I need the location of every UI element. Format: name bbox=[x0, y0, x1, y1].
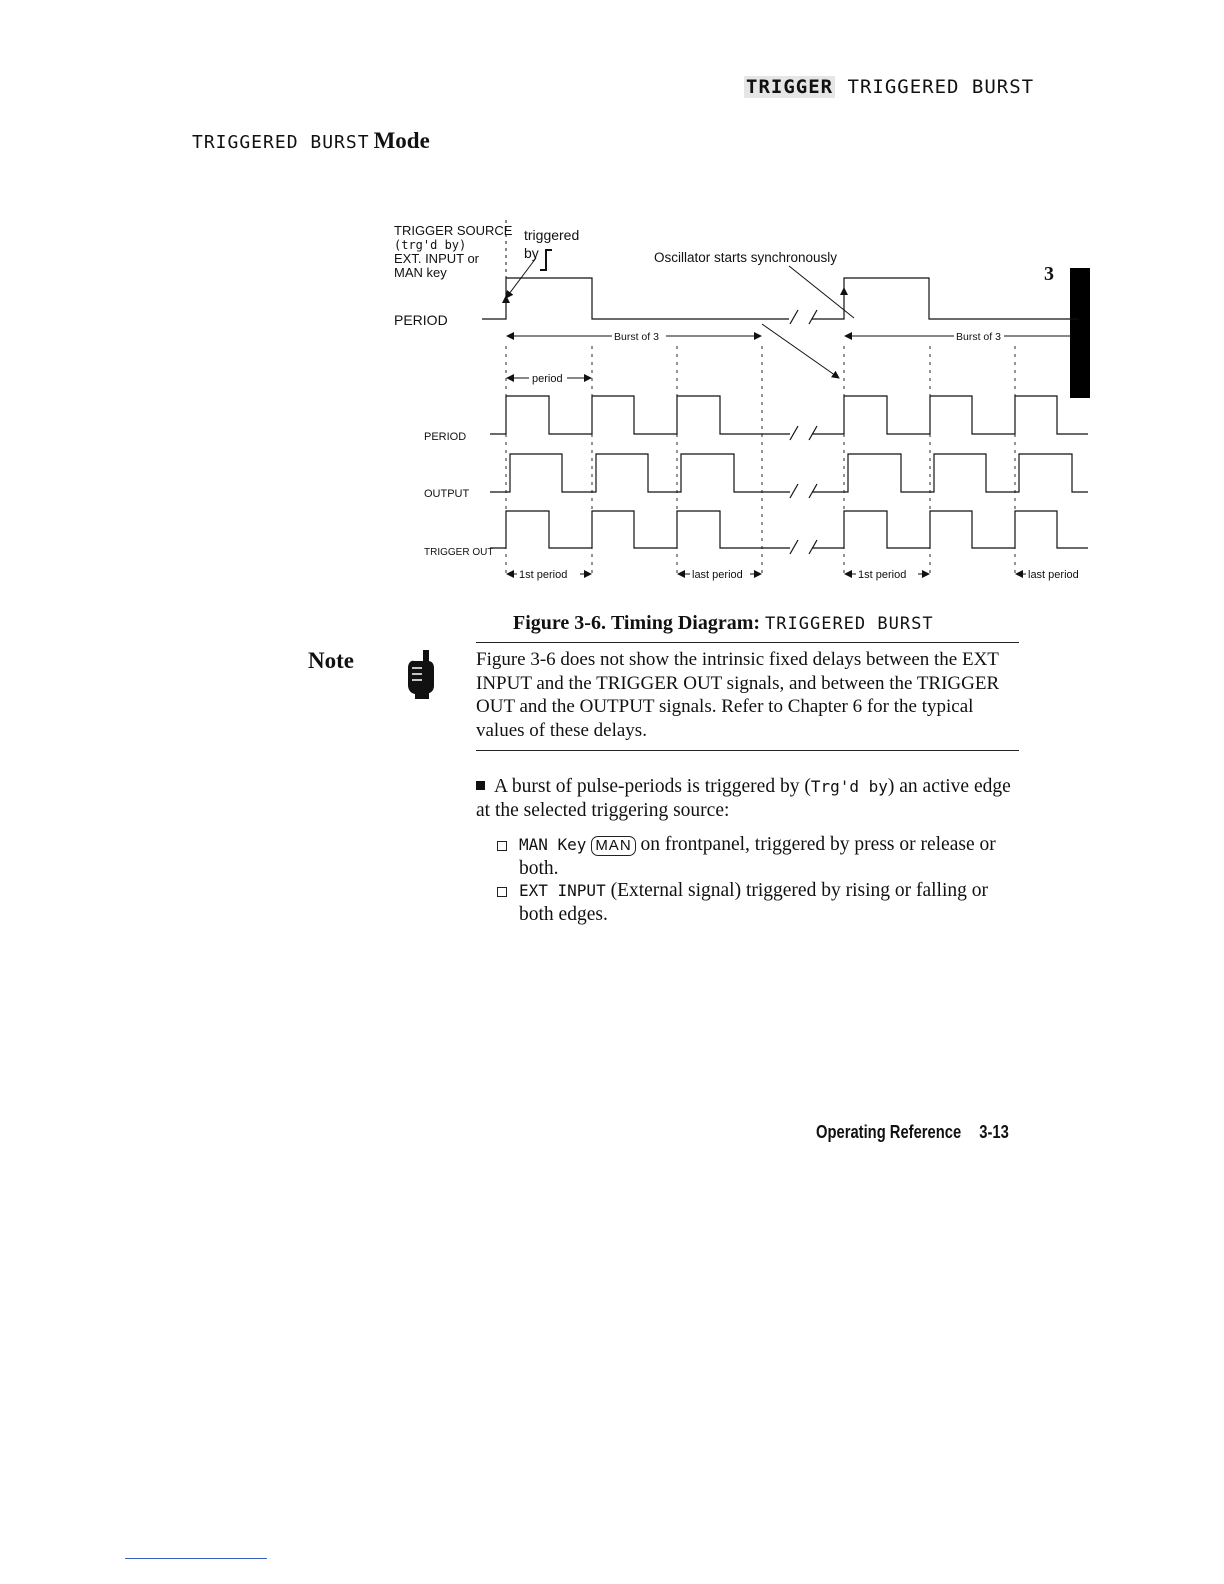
running-header bbox=[744, 76, 1034, 98]
gate-break-icon bbox=[790, 310, 817, 324]
header-trigger-key: TRIGGER bbox=[746, 76, 834, 98]
period-guide-lines bbox=[506, 346, 1015, 578]
bullet-text-pre: A burst of pulse-periods is triggered by ( bbox=[494, 776, 811, 797]
footer-section: Operating Reference bbox=[816, 1122, 962, 1142]
row-label-period: PERIOD bbox=[424, 431, 467, 443]
bullet-text-post: ) an active edge at the selected triggering source: bbox=[476, 776, 1011, 821]
note-rule-top bbox=[476, 642, 1019, 643]
sub-item-ext-input bbox=[497, 879, 1007, 927]
oscillator-pointer-2 bbox=[762, 324, 839, 378]
note-rule-bottom bbox=[476, 750, 1019, 751]
bullet-mono-trgd-by: Trg'd by bbox=[810, 777, 888, 796]
waveform-period bbox=[490, 396, 1088, 434]
last-period-label-1: last period bbox=[692, 569, 743, 581]
note-label: Note bbox=[308, 648, 354, 673]
trigger-source-trgd-by: (trg'd by) bbox=[394, 238, 467, 252]
row-label-trigger-out: TRIGGER OUT bbox=[424, 547, 494, 558]
square-bullet-icon bbox=[476, 781, 485, 790]
trigger-source-label: TRIGGER SOURCE bbox=[394, 223, 513, 238]
sub2-mono: EXT INPUT bbox=[519, 881, 606, 900]
triggered-label: triggered bbox=[524, 227, 580, 243]
trigger-source-man-key: MAN key bbox=[394, 265, 447, 280]
man-keycap: MAN bbox=[591, 836, 635, 856]
break-output-icon bbox=[790, 484, 817, 498]
sub1-mono: MAN Key bbox=[519, 835, 587, 854]
figure-number: Figure 3-6. bbox=[513, 612, 606, 634]
sub2-text: (External signal) triggered by rising or falling or both edges. bbox=[519, 880, 989, 925]
first-period-label-2: 1st period bbox=[858, 569, 907, 581]
break-trigger-out-icon bbox=[790, 540, 817, 554]
bottom-edge-line bbox=[125, 1558, 267, 1559]
figure-caption bbox=[513, 612, 934, 635]
bullet-trigger-description bbox=[476, 775, 1021, 823]
waveform-trigger-out bbox=[490, 511, 1088, 548]
edge-symbol-icon bbox=[540, 250, 552, 270]
sub1-text: on frontpanel, triggered by press or release or both. bbox=[519, 834, 996, 879]
period-label-top: PERIOD bbox=[394, 312, 448, 328]
by-label: by bbox=[524, 245, 539, 261]
figure-title: Timing Diagram: bbox=[610, 612, 761, 634]
gate-waveform bbox=[482, 278, 1079, 319]
page-footer bbox=[816, 1122, 1009, 1143]
burst-label-1: Burst of 3 bbox=[614, 331, 659, 343]
break-period-icon bbox=[790, 426, 817, 440]
note-text: Figure 3-6 does not show the intrinsic fixed delays between the EXT INPUT and the TRIGGER OUT signals, and between the TRIGGER OUT and the OUTPUT signals. Refer to Chapter 6 for the typical values of these delays. bbox=[476, 649, 1000, 741]
oscillator-note: Oscillator starts synchronously bbox=[654, 250, 838, 265]
period-span-label: period bbox=[532, 373, 563, 385]
figure-mono: TRIGGERED BURST bbox=[765, 614, 934, 634]
hollow-square-bullet-icon bbox=[497, 841, 507, 851]
section-heading-mono: TRIGGERED BURST bbox=[192, 132, 370, 153]
pointing-hand-icon bbox=[400, 648, 440, 700]
last-period-label-2: last period bbox=[1028, 569, 1079, 581]
burst-label-2: Burst of 3 bbox=[956, 331, 1001, 343]
sub-item-man-key bbox=[497, 833, 1007, 881]
first-period-label-1: 1st period bbox=[519, 569, 568, 581]
trigger-source-ext-input: EXT. INPUT or bbox=[394, 251, 480, 266]
timing-diagram bbox=[384, 206, 1090, 588]
waveform-output bbox=[490, 454, 1088, 492]
hollow-square-bullet-icon bbox=[497, 887, 507, 897]
footer-page-number: 3-13 bbox=[979, 1122, 1009, 1142]
row-label-output: OUTPUT bbox=[424, 488, 470, 500]
chapter-number: 3 bbox=[1044, 263, 1054, 285]
section-heading bbox=[192, 128, 430, 154]
header-mode-name: TRIGGERED BURST bbox=[847, 76, 1035, 98]
section-heading-bold: Mode bbox=[373, 128, 430, 153]
